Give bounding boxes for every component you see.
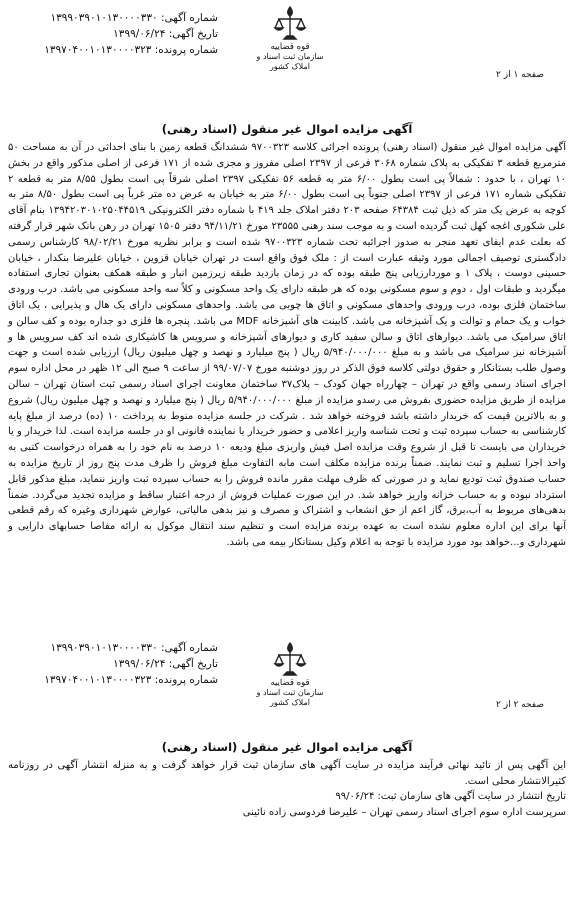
scales-of-justice-icon: [273, 640, 307, 678]
announcement-number: شماره آگهی: ۱۳۹۹۰۳۹۰۱۰۱۳۰۰۰۰۳۳۰: [50, 642, 218, 654]
announcement-meta: [8, 10, 218, 58]
publication-date: تاریخ انتشار در سایت آگهی های سازمان ثبت: ۹۹/۰۶/۲۴: [335, 791, 566, 802]
page-number: صفحه ۱ از ۲: [496, 70, 544, 80]
announcement-page-2: [0, 636, 574, 916]
announcement-paragraph: آگهی مزایده اموال غیر منقول (اسناد رهنی) پرونده اجرائی کلاسه ۹۷۰۰۳۲۳ ششدانگ قطعه زمین با بنای احداثی در آن به مساحت ۵۰ مترمربع قطعه ۳ تفکیکی به پلاک شماره ۳۰۶۸ فرعی از ۲۳۹۷ اصلی مفروز و مجزی شده از ۱۷۱ فرعی از اصلی مذکور واقع در بخش ۱۰ تهران ، با حدود : شمالاً پی است بطول ۶/۰۰ متر به قطعه ۵۶ تفکیکی ۲۳۹۷ اصلی شرقاً پی است بطول ۸/۵۵ متر به قطعه ۲ تفکیکی شماره ۱۷۱ فرعی از ۲۳۹۷ اصلی جنوباً پی است بطول ۶/۰۰ متر به خیابان به عرض ده متر غرباً پی است بطول ۸/۵۰ متر به کوچه به عرض یک متر که ذیل ثبت ۶۴۳۸۴ صفحه ۲۰۳ دفتر املاک جلد ۴۱۹ با شماره دفتر الکترونیکی ۱۳۹۴۲۰۳۰۱۰۲۵۰۴۴۵۱۹ بنام آقای علی شکوری اغجه کهل ثبت گردیده است و به موجب سند رهنی ۲۳۵۵۵ مورخ ۹۴/۱۱/۲۱ دفتر ۱۵۰۵ تهران در رهن بانک شهر قرار گرفته که بعلت عدم ایفای تعهد منجر به صدور اجرائیه تحت شماره ۹۷۰۰۳۲۳ شده است و برابر نظریه مورخ ۹۸/۰۲/۲۱ کارشناس رسمی دادگستری توصیف اجمالی مورد وثیقه عبارت است از : ملک فوق واقع است در تهران خیابان قزوین ، خیابان علیرضا بنکدار ، خیابان حسینی دوست ، پلاک ۱ و موردارزیابی پنج طبقه بوده که در زمان بازدید طبقه زیرزمین انبار و طبقه همکف بعنوان تجاری استفاده میگردید و طبقات اول ، دوم و سوم مسکونی بوده که هر طبقه دارای یک واحد مسکونی و کلاً سه واحد مسکونی می باشد. درب ورودی ساختمان فلزی بوده، درب ورودی واحدهای مسکونی و اتاق ها چوبی می باشد. واحدهای مسکونی دارای یک هال و پذیرایی ، یک اتاق خواب و یک حمام و توالت و یک آشپزخانه می باشد. کابینت های آشپزخانه MDF می باشد. پنجره ها فلزی دو جداره بوده و کف سالن و اتاق سرامیک می باشد. دیوارهای اتاق و سالن سفید کاری و دیوارهای آشپزخانه و سرویس ها کاشیکاری شده اند کف سرویس ها و آشپزخانه نیز سرامیک می باشد و به مبلغ ۵/۹۴۰/۰۰۰/۰۰۰ ریال ( پنج میلیارد و نهصد و چهل میلیون ریال) ارزیابی شده است و جهت وصول طلب بستانکار و حقوق دولتی کلاسه فوق الذکر در روز دوشنبه مورخ ۹۹/۰۷/۰۷ از ساعت ۹ صبح الی ۱۲ ظهر در محل اداره سوم اجرای اسناد رسمی واقع در تهران – چهارراه جهان کودک – پلاک۳۷ ساختمان معاونت اجرای اسناد رسمی ثبت استان تهران – سالن مزایده از طریق مزایده حضوری بفروش می رسدو مزایده از مبلغ ۵/۹۴۰/۰۰۰/۰۰۰ ریال ( پنج میلیارد و نهصد و چهل میلیون ریال) شروع و به بالاترین قیمت که خریدار داشته باشد فروخته خواهد شد . شرکت در جلسه مزایده منوط به پرداخت ۱۰ (ده) درصد از مبلغ پایه کارشناسی به حساب سپرده ثبت و تحت شناسه واریز اعلامی و حضور خریدار یا نماینده قانونی او در جلسه مزایده است. لذا خریدار و یا خریداران می بایست تا قبل از شروع وقت مزایده اصل فیش واریزی مبلغ ودیعه ۱۰ درصد به نام خود را به همراه درخواست کتبی به واحد اجرا تسلیم و ثبت نمایند. ضمناً برنده مزایده مکلف است مابه التفاوت مبلغ فروش را ظرف مدت پنج روز از تاریخ مزایده به حساب صندوق ثبت تودیع نماید و در صورتی که ظرف مهلت مقرر مانده فروش را به حساب سپرده ثبت واریز ننماید، مبلغ مذکور قابل استرداد نبوده و به حساب خزانه واریز خواهد شد. در این صورت عملیات فروش از درجه اعتبار ساقط و مزایده تجدید می‌گردد. ضمناً بدهی‌های مربوط به آب،برق، گاز اعم از حق انشعاب و اشتراک و مصرف و نیز بدهی مالیاتی، عوارض شهرداری وغیره که رقم قطعی آنها برای این اداره معلوم نشده است به عهده برنده مزایده است و تنظیم سند انتقال موکول به ارائه مفاصا حسابهای دارایی و شهرداری و...خواهد بود مورد مزایده با توجه به اعلام وکیل بستانکار بیمه می باشد.: [8, 142, 567, 548]
signatory: سرپرست اداره سوم اجرای اسناد رسمی تهران – علیرضا فردوسی زاده نائینی: [242, 806, 566, 818]
announcement-meta: [8, 640, 218, 688]
announcement-date: تاریخ آگهی: ۱۳۹۹/۰۶/۲۴: [113, 28, 218, 40]
announcement-date: تاریخ آگهی: ۱۳۹۹/۰۶/۲۴: [113, 658, 218, 670]
announcement-title: آگهی مزایده اموال غیر منقول (اسناد رهنی): [161, 740, 413, 754]
judiciary-name: قوه قضاییه: [270, 678, 310, 688]
page-number: صفحه ۲ از ۲: [496, 700, 544, 710]
announcement-title: آگهی مزایده اموال غیر منقول (اسناد رهنی): [161, 122, 413, 136]
judiciary-emblem: [250, 640, 330, 712]
scales-of-justice-icon: [273, 4, 307, 42]
announcement-body: [8, 758, 566, 820]
publication-note: این آگهی پس از تائید نهائی فرآیند مزایده در سایت آگهی های سازمان ثبت قرار خواهد گرفت و به منزله انتشار آگهی در روزنامه کثیرالانتشار محلی است.: [8, 760, 566, 787]
judiciary-emblem: [250, 4, 330, 76]
case-number: شماره پرونده: ۱۳۹۷۰۴۰۰۱۰۱۳۰۰۰۰۳۲۳: [44, 44, 218, 56]
organization-name: سازمان ثبت اسناد و املاک کشور: [256, 688, 324, 707]
case-number: شماره پرونده: ۱۳۹۷۰۴۰۰۱۰۱۳۰۰۰۰۳۲۳: [44, 674, 218, 686]
announcement-body: [8, 140, 566, 551]
announcement-number: شماره آگهی: ۱۳۹۹۰۳۹۰۱۰۱۳۰۰۰۰۳۳۰: [50, 12, 218, 24]
organization-name: سازمان ثبت اسناد و املاک کشور: [256, 52, 324, 71]
judiciary-name: قوه قضاییه: [270, 42, 310, 52]
